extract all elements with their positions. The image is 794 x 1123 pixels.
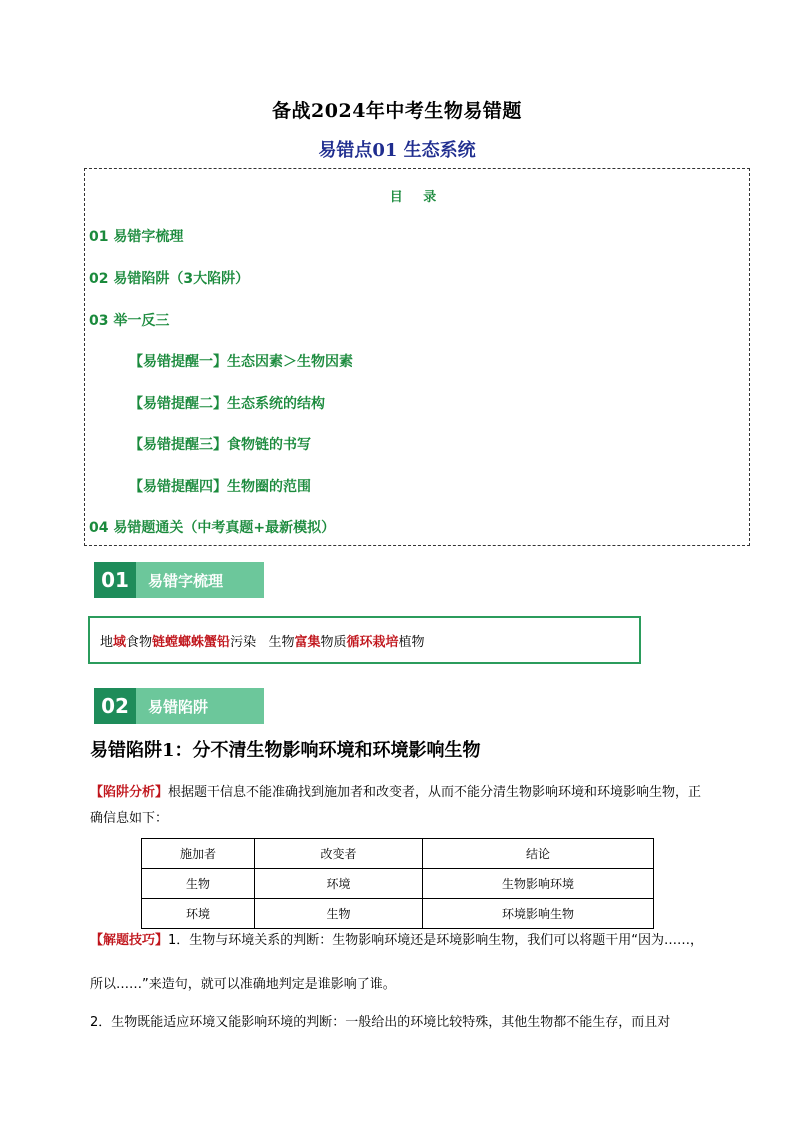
word-highlight: 富集 xyxy=(294,634,321,650)
section-header-02 xyxy=(94,688,264,724)
tips-paragraph-2: 2．生物既能适应环境又能影响环境的判断：一般给出的环境比较特殊，其他生物都不能生存，而且对 xyxy=(90,1015,671,1030)
tips-tag: 【解题技巧】 xyxy=(90,933,169,948)
toc-item: 01 易错字梳理 xyxy=(89,229,184,245)
section-number: 01 xyxy=(94,562,136,598)
table-cell: 环境影响生物 xyxy=(423,899,654,929)
table-row xyxy=(142,869,654,899)
toc-item: 【易错提醒一】生态因素＞生物因素 xyxy=(129,354,353,370)
word-text: 污染 生物 xyxy=(230,634,295,650)
table-of-contents xyxy=(84,168,750,546)
error-prone-words-box xyxy=(88,616,641,664)
toc-item: 03 举一反三 xyxy=(89,313,170,329)
section-number: 02 xyxy=(94,688,136,724)
word-text: 物质 xyxy=(320,634,347,650)
toc-heading: 目 录 xyxy=(389,190,445,205)
tips-paragraph-1 xyxy=(90,928,710,954)
table-header-row xyxy=(142,839,654,869)
analysis-tag: 【陷阱分析】 xyxy=(90,785,169,800)
trap-analysis xyxy=(90,780,710,832)
word-highlight: 域 xyxy=(113,634,127,650)
section-label: 易错字梳理 xyxy=(136,562,264,598)
table-header-cell: 改变者 xyxy=(255,839,423,869)
table-header-cell: 施加者 xyxy=(142,839,255,869)
toc-item: 02 易错陷阱（3大陷阱） xyxy=(89,271,250,287)
toc-item: 【易错提醒四】生物圈的范围 xyxy=(129,479,311,495)
toc-item: 【易错提醒三】食物链的书写 xyxy=(129,437,311,453)
word-text: 地 xyxy=(100,634,114,650)
tips-text: 1．生物与环境关系的判断：生物影响环境还是环境影响生物，我们可以将题干用“因为……， xyxy=(168,933,704,948)
relationship-table xyxy=(141,838,654,929)
word-highlight: 循环栽培 xyxy=(346,634,399,650)
table-cell: 环境 xyxy=(255,869,423,899)
word-highlight: 链螳螂蛛蟹铅 xyxy=(152,634,231,650)
table-cell: 生物 xyxy=(255,899,423,929)
toc-item: 04 易错题通关（中考真题+最新模拟） xyxy=(89,520,336,536)
trap-title: 易错陷阱1：分不清生物影响环境和环境影响生物 xyxy=(90,740,481,761)
page-subtitle: 易错点01 生态系统 xyxy=(318,140,476,161)
page-title: 备战2024年中考生物易错题 xyxy=(272,100,522,122)
tips-paragraph-1-cont: 所以……”来造句，就可以准确地判定是谁影响了谁。 xyxy=(90,977,396,992)
section-label: 易错陷阱 xyxy=(136,688,264,724)
table-cell: 生物影响环境 xyxy=(423,869,654,899)
table-row xyxy=(142,899,654,929)
section-header-01 xyxy=(94,562,264,598)
table-cell: 环境 xyxy=(142,899,255,929)
word-text: 食物 xyxy=(126,634,153,650)
analysis-text: 根据题干信息不能准确找到施加者和改变者，从而不能分清生物影响环境和环境影响生物，正确信息如下： xyxy=(90,785,702,826)
table-cell: 生物 xyxy=(142,869,255,899)
word-text: 植物 xyxy=(398,634,425,650)
table-header-cell: 结论 xyxy=(423,839,654,869)
toc-item: 【易错提醒二】生态系统的结构 xyxy=(129,396,325,412)
